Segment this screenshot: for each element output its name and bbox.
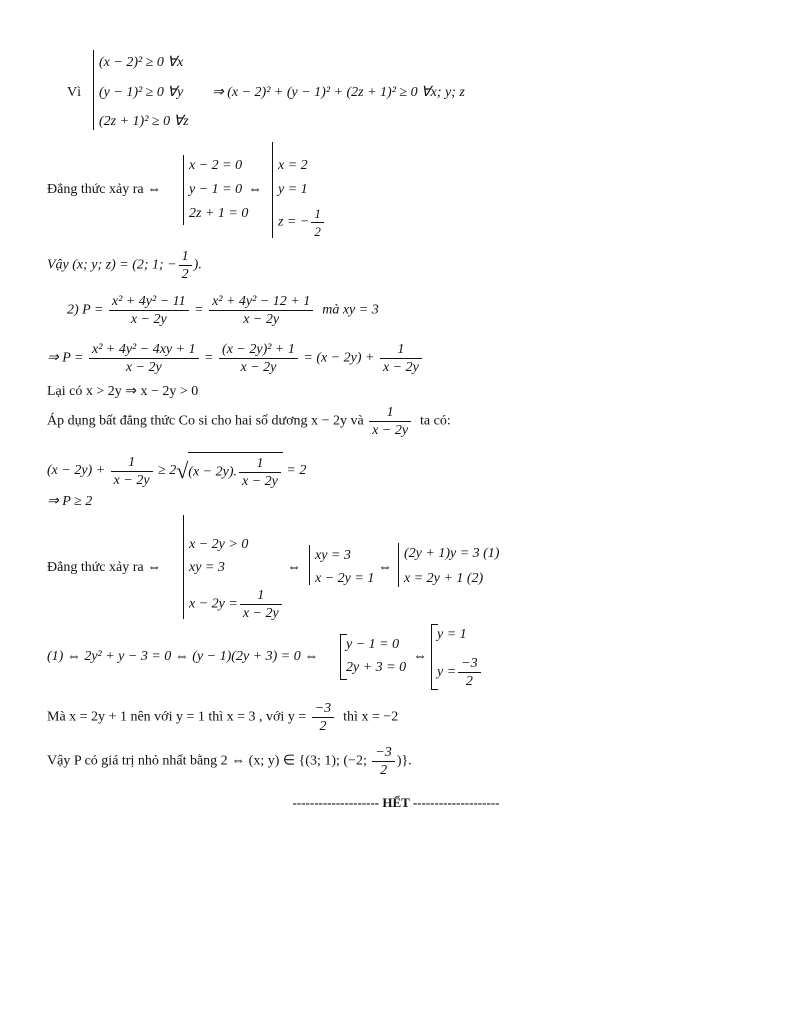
solution: y = 1 xyxy=(278,182,308,197)
part2-expression: 2) P = $\frac{\text{x² + 4y² − 11}}{x - 2y}$ = $\frac{\text{x² + 4y² − 12 + 1}}{x - 2y}$ mà xy = 3 xyxy=(67,294,379,327)
equality-label: Đẳng thức xảy ra ⇔ xyxy=(47,560,162,575)
quadratic-line: (1) ⇔ 2y² + y − 3 = 0 ⇔ (y − 1)(2y + 3) = 0 ⇔ xyxy=(47,649,319,664)
condition: x − 2y > 0 xyxy=(189,537,249,552)
transform-expression: ⇒ P = $\frac{\text{x² + 4y² − 4xy + 1}}{x - 2y}$ = $\frac{\text{(x − 2y)² + 1}}{x - 2y}$ = (x − 2y) + $\frac{1}{x - 2y}$ xyxy=(47,341,424,376)
condition: (2y + 1)y = 3 (1) xyxy=(404,546,500,561)
condition: x = 2y + 1 (2) xyxy=(404,571,484,586)
condition-2: (y − 1)² ≥ 0 ∀y xyxy=(99,85,184,100)
solution: x = 2 xyxy=(278,158,308,173)
end-marker: -------------------- HẾT -------------------- xyxy=(292,795,500,810)
iff-symbol: ⇔ xyxy=(287,560,301,575)
equation: 2z + 1 = 0 xyxy=(189,206,249,221)
condition: x − 2y = $\frac{1}{x - 2y}$ xyxy=(189,587,284,622)
option: y = 1 xyxy=(437,627,467,642)
option: 2y + 3 = 0 xyxy=(346,660,407,675)
final-answer: Vậy P có giá trị nhỏ nhất bằng 2 ⇔ (x; y) ∈ {(3; 1); (−2; $\frac{-3}{2}$ )}. xyxy=(47,745,412,778)
condition: xy = 3 xyxy=(189,560,225,575)
condition: xy = 3 xyxy=(315,548,351,563)
condition-1: (x − 2)² ≥ 0 ∀x xyxy=(99,55,184,70)
iff-symbol: ⇔ xyxy=(378,560,392,575)
condition: x − 2y = 1 xyxy=(315,571,375,586)
option: y = $\frac{-3}{2}$ xyxy=(437,655,483,690)
note-line: Lại có x > 2y ⇒ x − 2y > 0 xyxy=(47,384,199,399)
result-line: ⇒ P ≥ 2 xyxy=(47,494,93,509)
condition-3: (2z + 1)² ≥ 0 ∀z xyxy=(99,114,189,129)
cauchy-intro: Áp dụng bất đẳng thức Co si cho hai số dương x − 2y và $\frac{1}{x - 2y}$ ta có: xyxy=(47,405,451,438)
case-line: Mà x = 2y + 1 nên với y = 1 thì x = 3 , với y = $\frac{-3}{2}$ thì x = −2 xyxy=(47,701,399,734)
conclusion-1: Vậy (x; y; z) = (2; 1; − $\frac{1}{2}$ ). xyxy=(47,249,202,282)
label-vi: Vì xyxy=(67,85,81,100)
solution: z = − $\frac{1}{2}$ xyxy=(278,205,326,240)
cauchy-inequality: (x − 2y) + $\frac{1}{x - 2y}$ ≥ 2√(x − 2y). $\frac{1}{x - 2y}$ = 2 xyxy=(47,452,306,490)
equality-label: Đẳng thức xảy ra ⇔ xyxy=(47,182,162,197)
option: y − 1 = 0 xyxy=(346,637,400,652)
iff-symbol: ⇔ xyxy=(248,182,262,197)
equation: x − 2 = 0 xyxy=(189,158,243,173)
equation: y − 1 = 0 xyxy=(189,182,243,197)
iff-symbol: ⇔ xyxy=(413,649,427,664)
implication: ⇒ (x − 2)² + (y − 1)² + (2z + 1)² ≥ 0 ∀x; y; z xyxy=(212,85,465,100)
